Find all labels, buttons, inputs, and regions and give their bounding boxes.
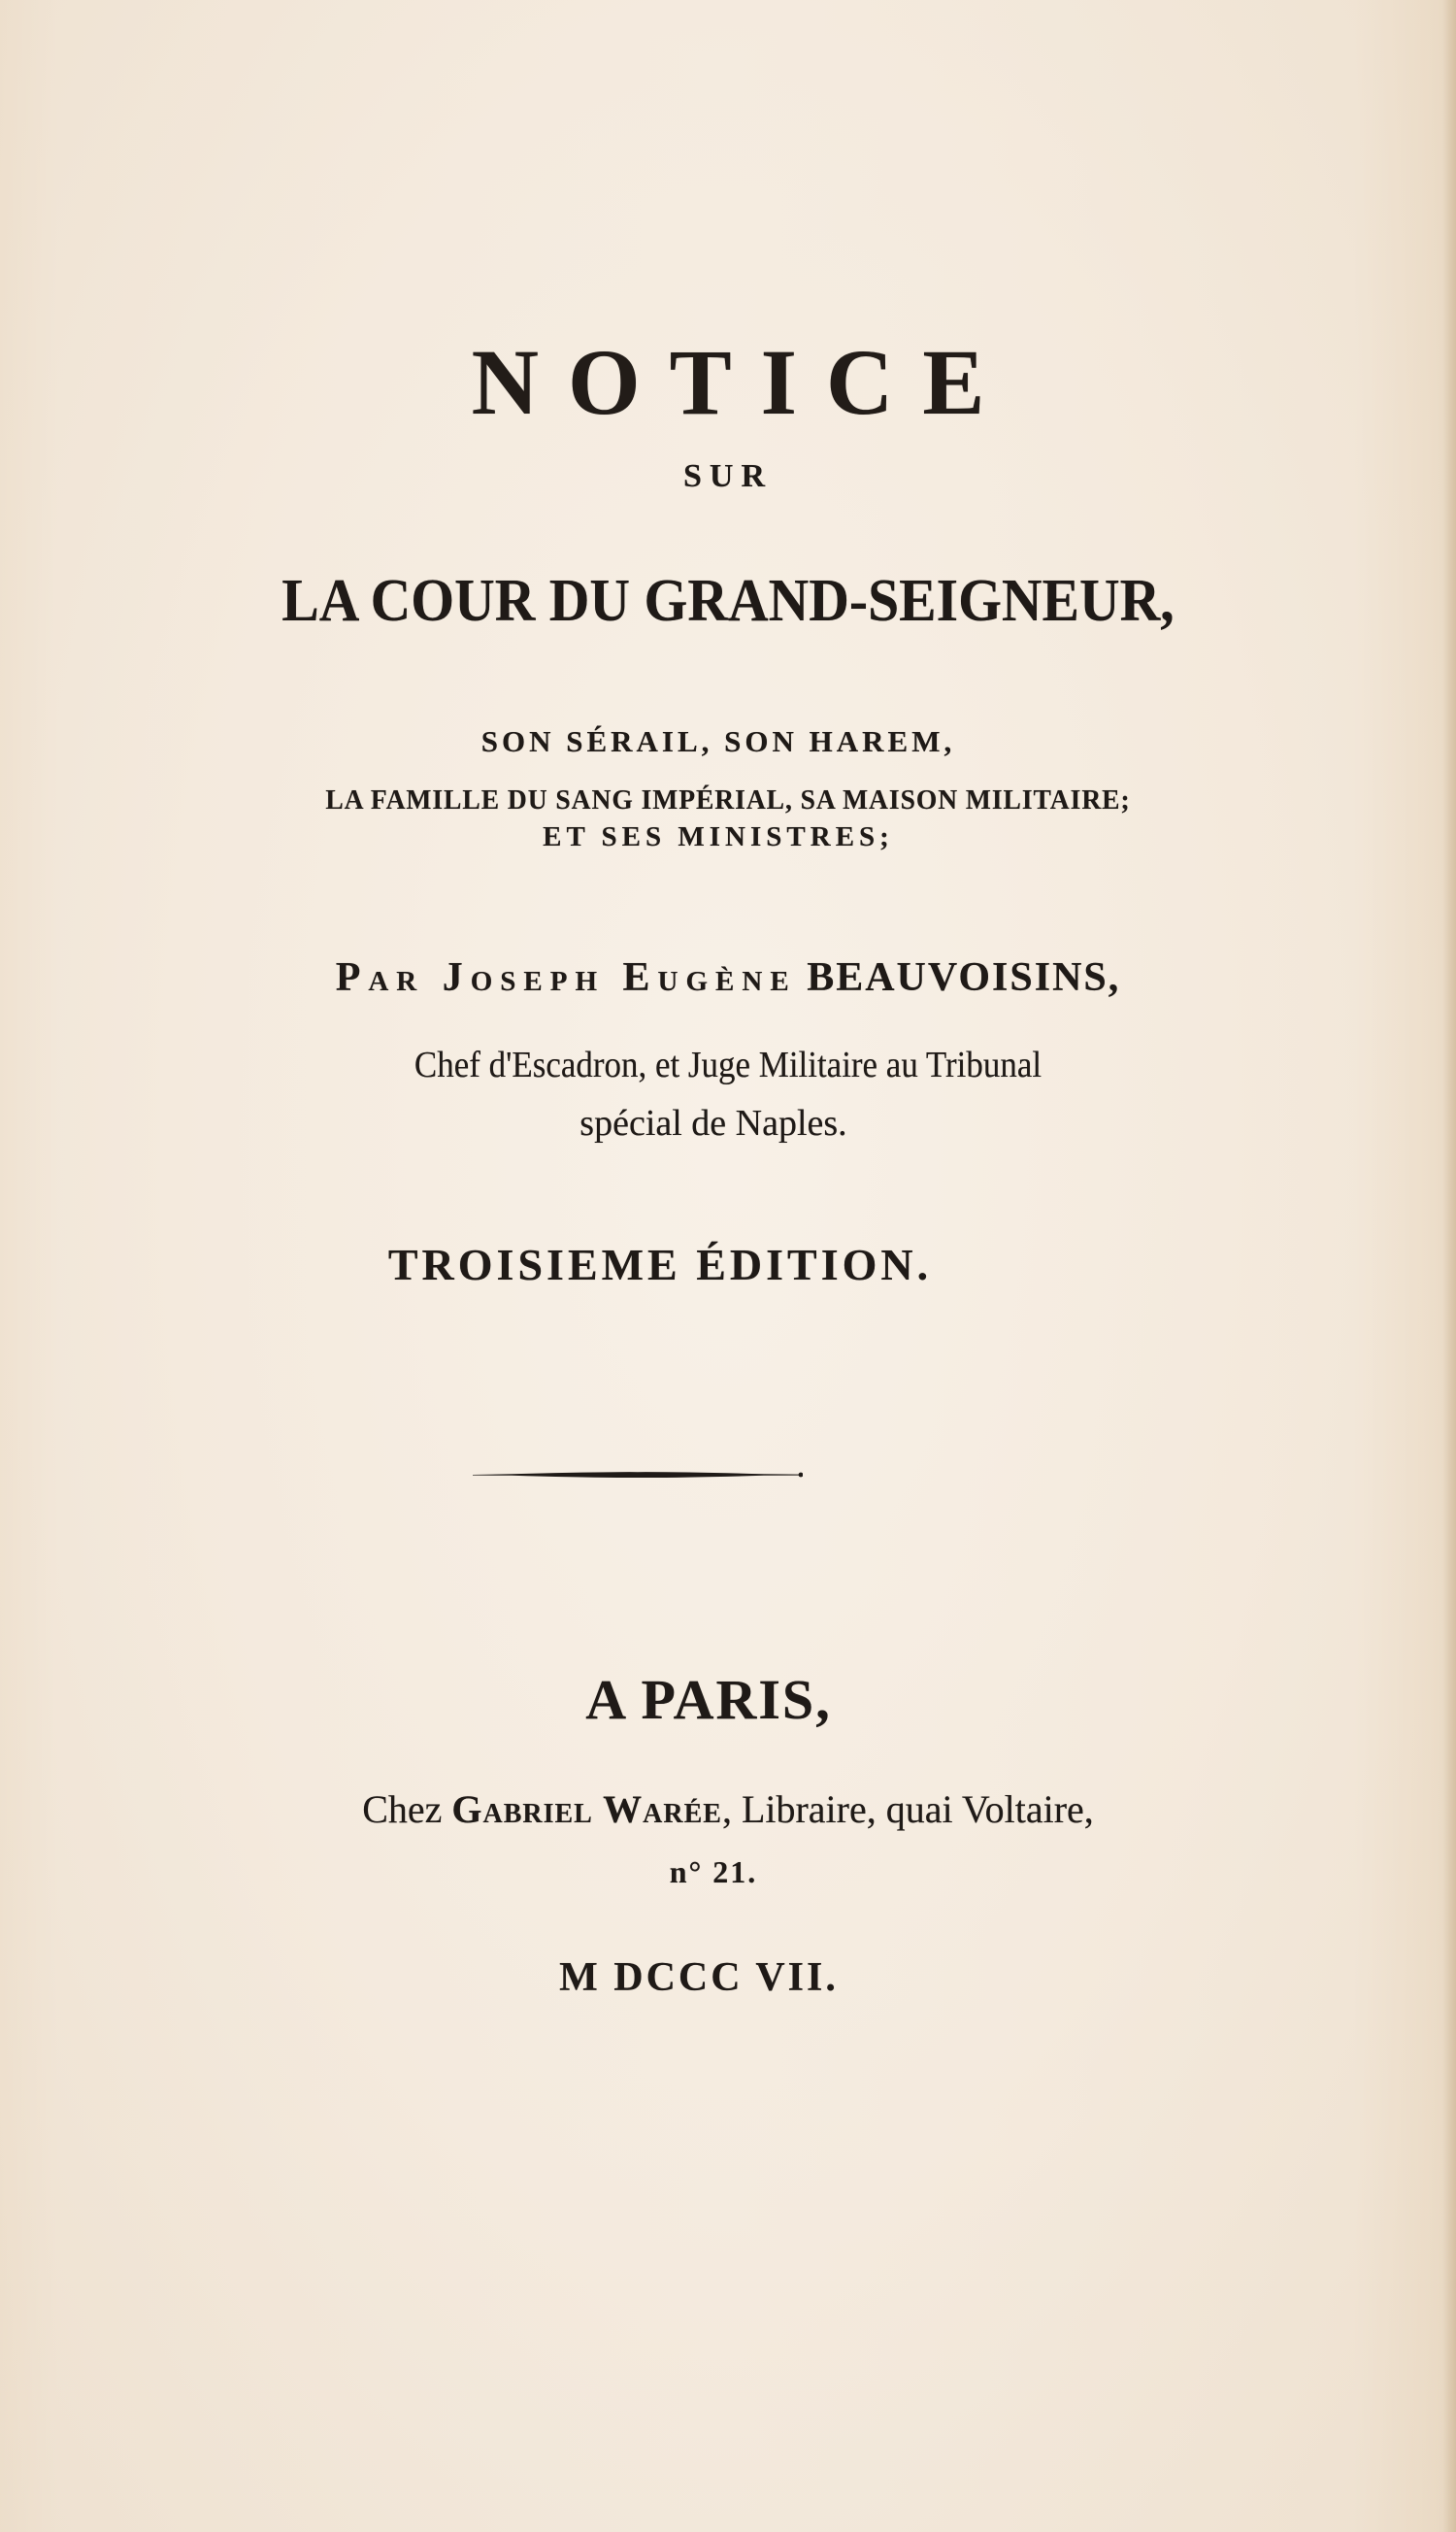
author-role-line-2: spécial de Naples. <box>579 1103 847 1144</box>
preposition: SUR <box>682 458 774 494</box>
author-line <box>0 957 1456 998</box>
publisher-suffix: , Libraire, quai Voltaire, <box>721 1787 1094 1831</box>
title: NOTICE <box>471 330 1014 435</box>
author-by: Par Joseph Eugène <box>335 955 797 1000</box>
publisher-prefix: Chez <box>362 1787 443 1831</box>
decorative-rule-ornament <box>473 1470 803 1480</box>
imprint-address-number: n° 21. <box>669 1854 758 1889</box>
subtitle-line-1: SON SÉRAIL, SON HAREM, <box>480 724 956 758</box>
subtitle-line-2: LA FAMILLE DU SANG IMPÉRIAL, SA MAISON MILITAIRE; <box>325 784 1131 816</box>
main-subject: LA COUR DU GRAND-SEIGNEUR, <box>281 568 1175 634</box>
imprint-year: M DCCC VII. <box>559 1955 839 2000</box>
edition: TROISIEME ÉDITION. <box>387 1240 933 1289</box>
imprint-place: A PARIS, <box>585 1668 832 1731</box>
subtitle-line-3: ET SES MINISTRES; <box>543 821 894 852</box>
imprint-publisher <box>0 1787 1456 1831</box>
author-role-line-1: Chef d'Escadron, et Juge Militaire au Tribunal <box>414 1045 1042 1085</box>
author-surname: BEAUVOISINS, <box>807 955 1121 1000</box>
publisher-name: Gabriel Warée <box>451 1787 722 1831</box>
